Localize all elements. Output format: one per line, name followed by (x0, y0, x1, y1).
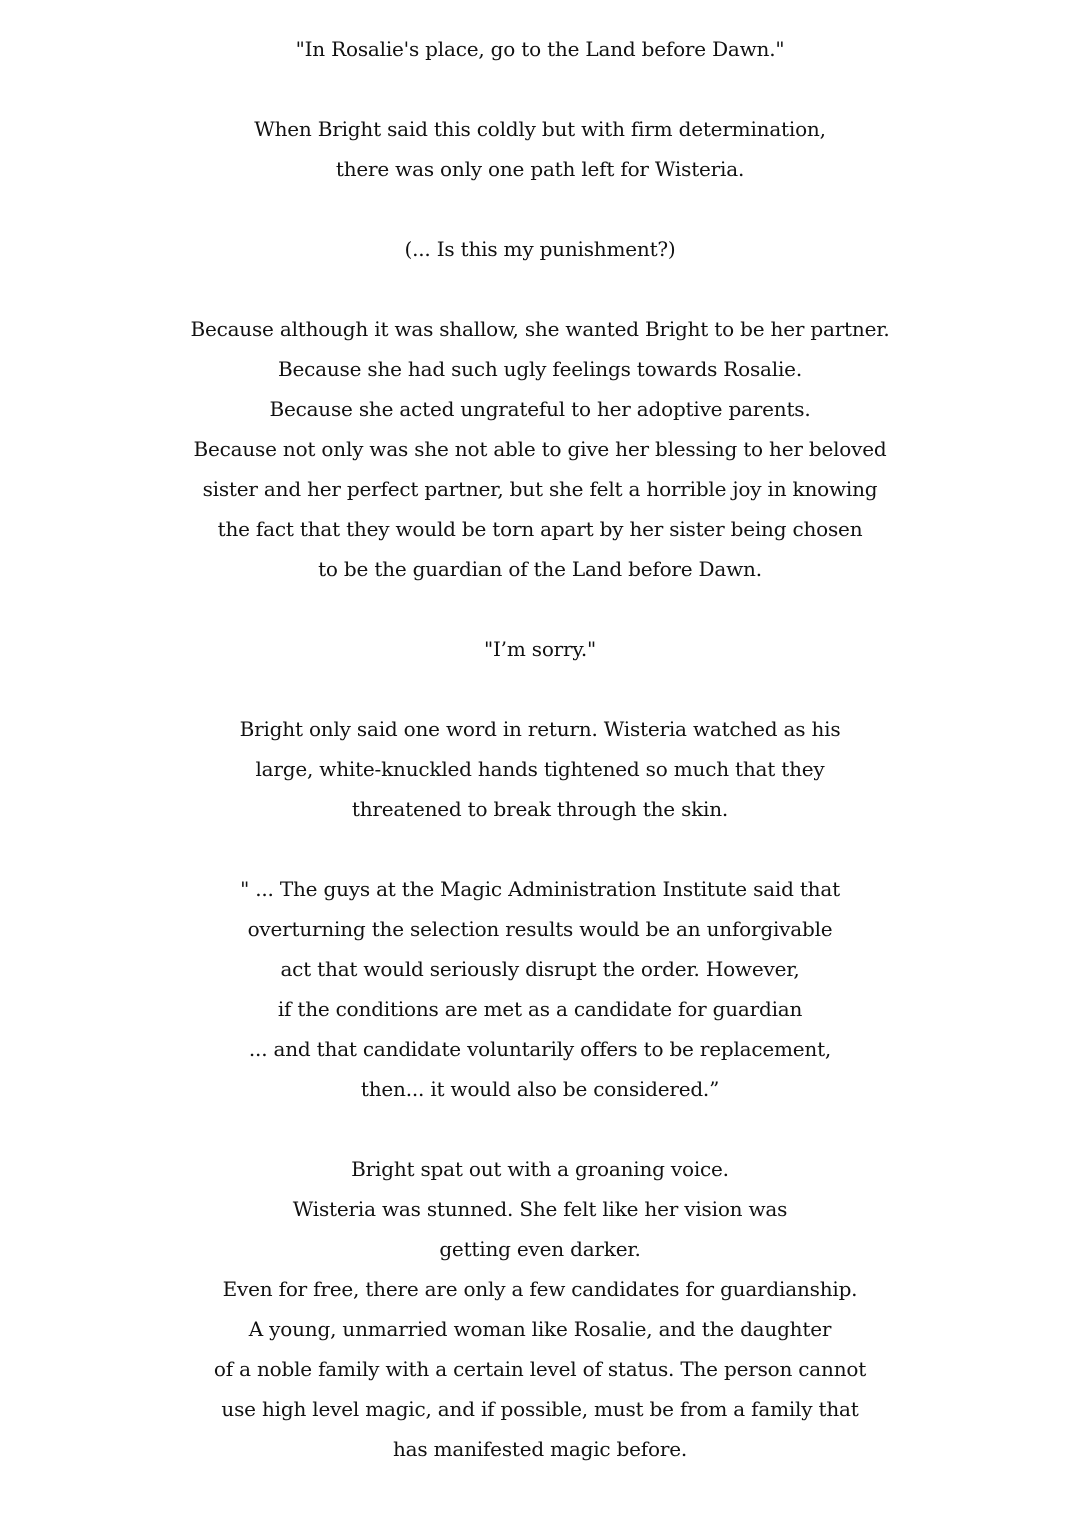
text-line: has manifested magic before. (392, 1437, 687, 1461)
paragraph-bright-reply (0, 709, 1080, 829)
paragraph-opening-quote (0, 29, 1080, 69)
text-line: Because not only was she not able to give her blessing to her beloved (193, 437, 887, 461)
text-line: (... Is this my punishment?) (404, 237, 676, 261)
text-line: overturning the selection results would be an unforgivable (247, 917, 833, 941)
text-line: the fact that they would be torn apart by her sister being chosen (217, 517, 863, 541)
text-line: When Bright said this coldly but with firm determination, (254, 117, 826, 141)
paragraph-guardian-conditions (0, 1149, 1080, 1469)
text-line: " ... The guys at the Magic Administration Institute said that (240, 877, 840, 901)
text-line: then... it would also be considered.” (360, 1077, 720, 1101)
text-line: Even for free, there are only a few candidates for guardianship. (222, 1277, 858, 1301)
text-line: ... and that candidate voluntarily offers to be replacement, (248, 1037, 832, 1061)
paragraph-apology (0, 629, 1080, 669)
text-line: A young, unmarried woman like Rosalie, and the daughter (248, 1317, 832, 1341)
text-line: to be the guardian of the Land before Dawn. (318, 557, 762, 581)
text-line: "I’m sorry." (483, 637, 596, 661)
text-line: getting even darker. (439, 1237, 641, 1261)
text-line: there was only one path left for Wisteria. (335, 157, 745, 181)
text-line: "In Rosalie's place, go to the Land before Dawn." (295, 37, 785, 61)
text-line: act that would seriously disrupt the order. However, (280, 957, 800, 981)
paragraph-inner-thought (0, 229, 1080, 269)
text-line: Because she acted ungrateful to her adoptive parents. (269, 397, 811, 421)
paragraph-bright-determination (0, 109, 1080, 189)
text-line: if the conditions are met as a candidate for guardian (277, 997, 803, 1021)
text-line: threatened to break through the skin. (351, 797, 729, 821)
text-line: Because although it was shallow, she wanted Bright to be her partner. (190, 317, 890, 341)
text-line: use high level magic, and if possible, must be from a family that (221, 1397, 859, 1421)
text-line: of a noble family with a certain level of status. The person cannot (213, 1357, 867, 1381)
text-line: sister and her perfect partner, but she felt a horrible joy in knowing (202, 477, 878, 501)
paragraph-institute-quote (0, 869, 1080, 1109)
text-line: Because she had such ugly feelings towards Rosalie. (278, 357, 802, 381)
text-line: Bright spat out with a groaning voice. (351, 1157, 729, 1181)
text-line: large, white-knuckled hands tightened so much that they (255, 757, 825, 781)
text-line: Wisteria was stunned. She felt like her vision was (292, 1197, 788, 1221)
paragraph-because-list (0, 309, 1080, 589)
text-line: Bright only said one word in return. Wisteria watched as his (239, 717, 841, 741)
